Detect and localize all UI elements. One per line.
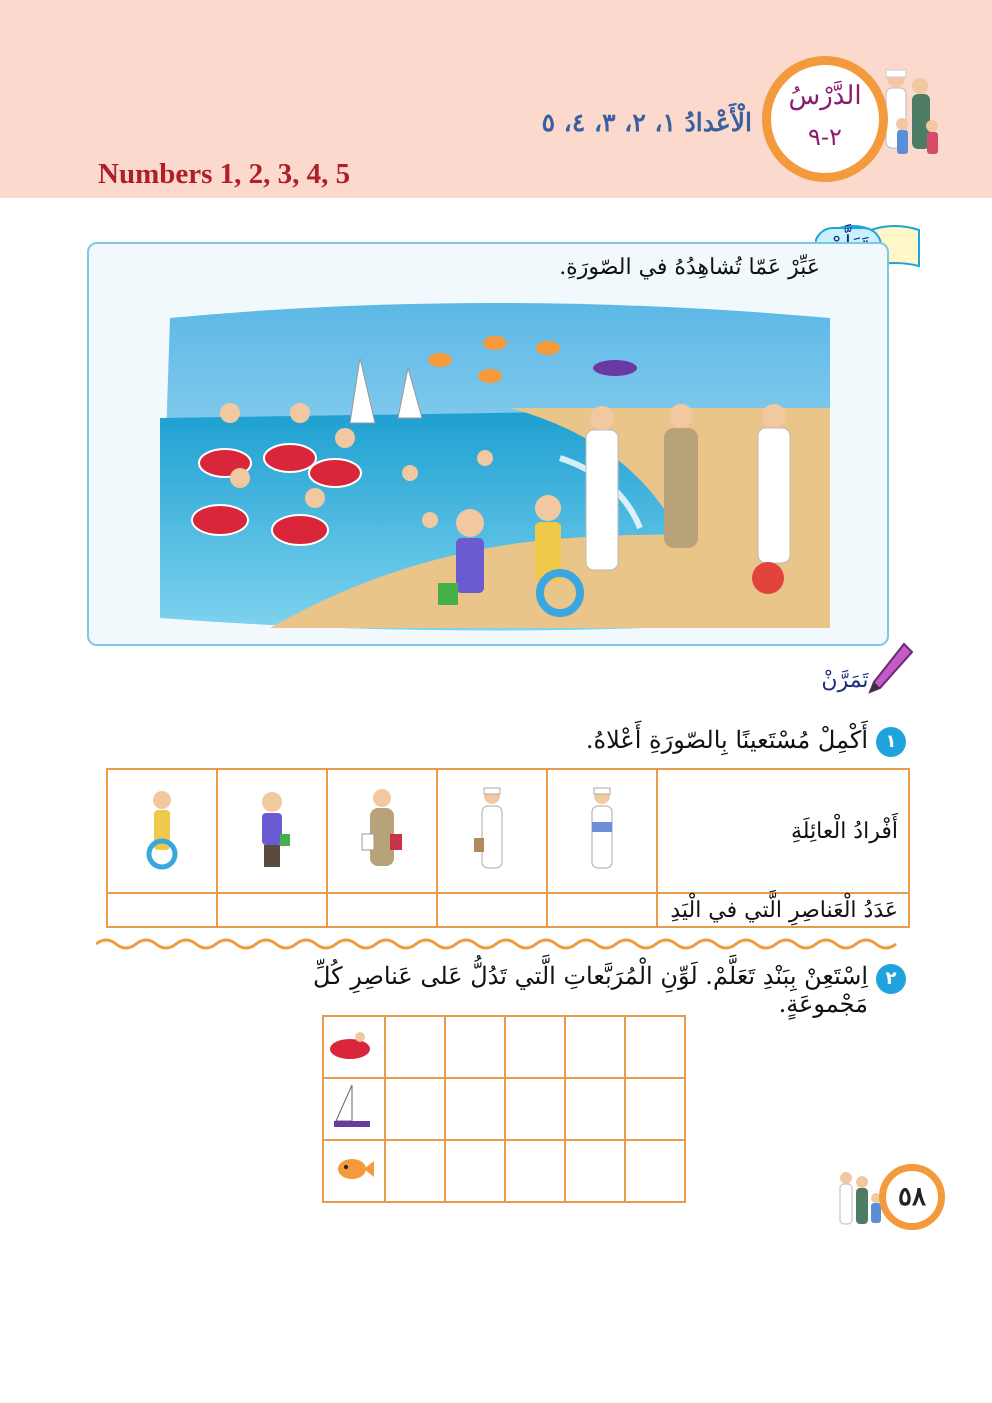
wavy-divider bbox=[96, 936, 912, 952]
grid-square[interactable] bbox=[505, 1016, 565, 1078]
grid-square[interactable] bbox=[565, 1140, 625, 1202]
grid-square[interactable] bbox=[565, 1078, 625, 1140]
fish-icon bbox=[324, 1141, 380, 1197]
grid-square[interactable] bbox=[565, 1016, 625, 1078]
cell-boy bbox=[217, 769, 327, 893]
sailboat-icon bbox=[324, 1079, 380, 1135]
grid-icon-cell bbox=[323, 1140, 385, 1202]
father-figure-icon bbox=[548, 782, 656, 876]
grid-square[interactable] bbox=[445, 1078, 505, 1140]
grid-square[interactable] bbox=[385, 1140, 445, 1202]
cell-grandfather bbox=[437, 769, 547, 893]
girl-figure-icon bbox=[108, 782, 216, 876]
grid-square[interactable] bbox=[445, 1140, 505, 1202]
jet-ski-icon bbox=[324, 1017, 380, 1073]
grandfather-figure-icon bbox=[438, 782, 546, 876]
grid-square[interactable] bbox=[445, 1016, 505, 1078]
grid-square[interactable] bbox=[505, 1078, 565, 1140]
grid-icon-cell bbox=[323, 1016, 385, 1078]
mother-figure-icon bbox=[328, 782, 436, 876]
lesson-number-badge bbox=[762, 56, 888, 182]
answer-cell-girl[interactable] bbox=[107, 893, 217, 927]
answer-cell-grandfather[interactable] bbox=[437, 893, 547, 927]
question-1-text: أَكْمِلْ مُسْتَعينًا بِالصّورَةِ أَعْلاهُ. bbox=[585, 726, 868, 754]
grid-square[interactable] bbox=[385, 1016, 445, 1078]
question-1-badge: ١ bbox=[876, 727, 906, 757]
cell-girl bbox=[107, 769, 217, 893]
learn-instruction: عَبِّرْ عَمّا تُشاهِدُهُ في الصّورَةِ. bbox=[559, 255, 820, 280]
answer-cell-boy[interactable] bbox=[217, 893, 327, 927]
row-label-items-in-hand: عَدَدُ الْعَناصِرِ الَّتي في الْيَدِ bbox=[657, 893, 909, 927]
grid-square[interactable] bbox=[625, 1016, 685, 1078]
lesson-title-arabic: الْأَعْدادُ ١، ٢، ٣، ٤، ٥ bbox=[541, 108, 752, 137]
cell-father bbox=[547, 769, 657, 893]
coloring-grid bbox=[322, 1015, 686, 1203]
question-2-text: اِسْتَعِنْ بِبَنْدِ تَعَلَّمْ. لَوِّنِ الْمُرَبَّعاتِ الَّتي تَدُلُّ عَلى عَناصِرِ كُلِّ مَجْموعَةٍ. bbox=[313, 962, 868, 1018]
practice-section-label: تَمَرَّنْ bbox=[821, 668, 869, 693]
lesson-label: الدَّرْسُ bbox=[788, 81, 862, 111]
grid-square[interactable] bbox=[385, 1078, 445, 1140]
beach-scene-illustration bbox=[150, 298, 840, 640]
answer-cell-mother[interactable] bbox=[327, 893, 437, 927]
grid-icon-cell bbox=[323, 1078, 385, 1140]
boy-figure-icon bbox=[218, 782, 326, 876]
question-2-badge: ٢ bbox=[876, 964, 906, 994]
row-label-family-members: أَفْرادُ الْعائِلَةِ bbox=[657, 769, 909, 893]
lesson-title-english: Numbers 1, 2, 3, 4, 5 bbox=[98, 158, 351, 190]
answer-cell-father[interactable] bbox=[547, 893, 657, 927]
cell-mother bbox=[327, 769, 437, 893]
grid-square[interactable] bbox=[625, 1140, 685, 1202]
family-members-table bbox=[106, 768, 910, 928]
page-number: ٥٨ bbox=[879, 1164, 945, 1230]
grid-square[interactable] bbox=[625, 1078, 685, 1140]
grid-square[interactable] bbox=[505, 1140, 565, 1202]
lesson-number: ٢-٩ bbox=[808, 123, 842, 151]
